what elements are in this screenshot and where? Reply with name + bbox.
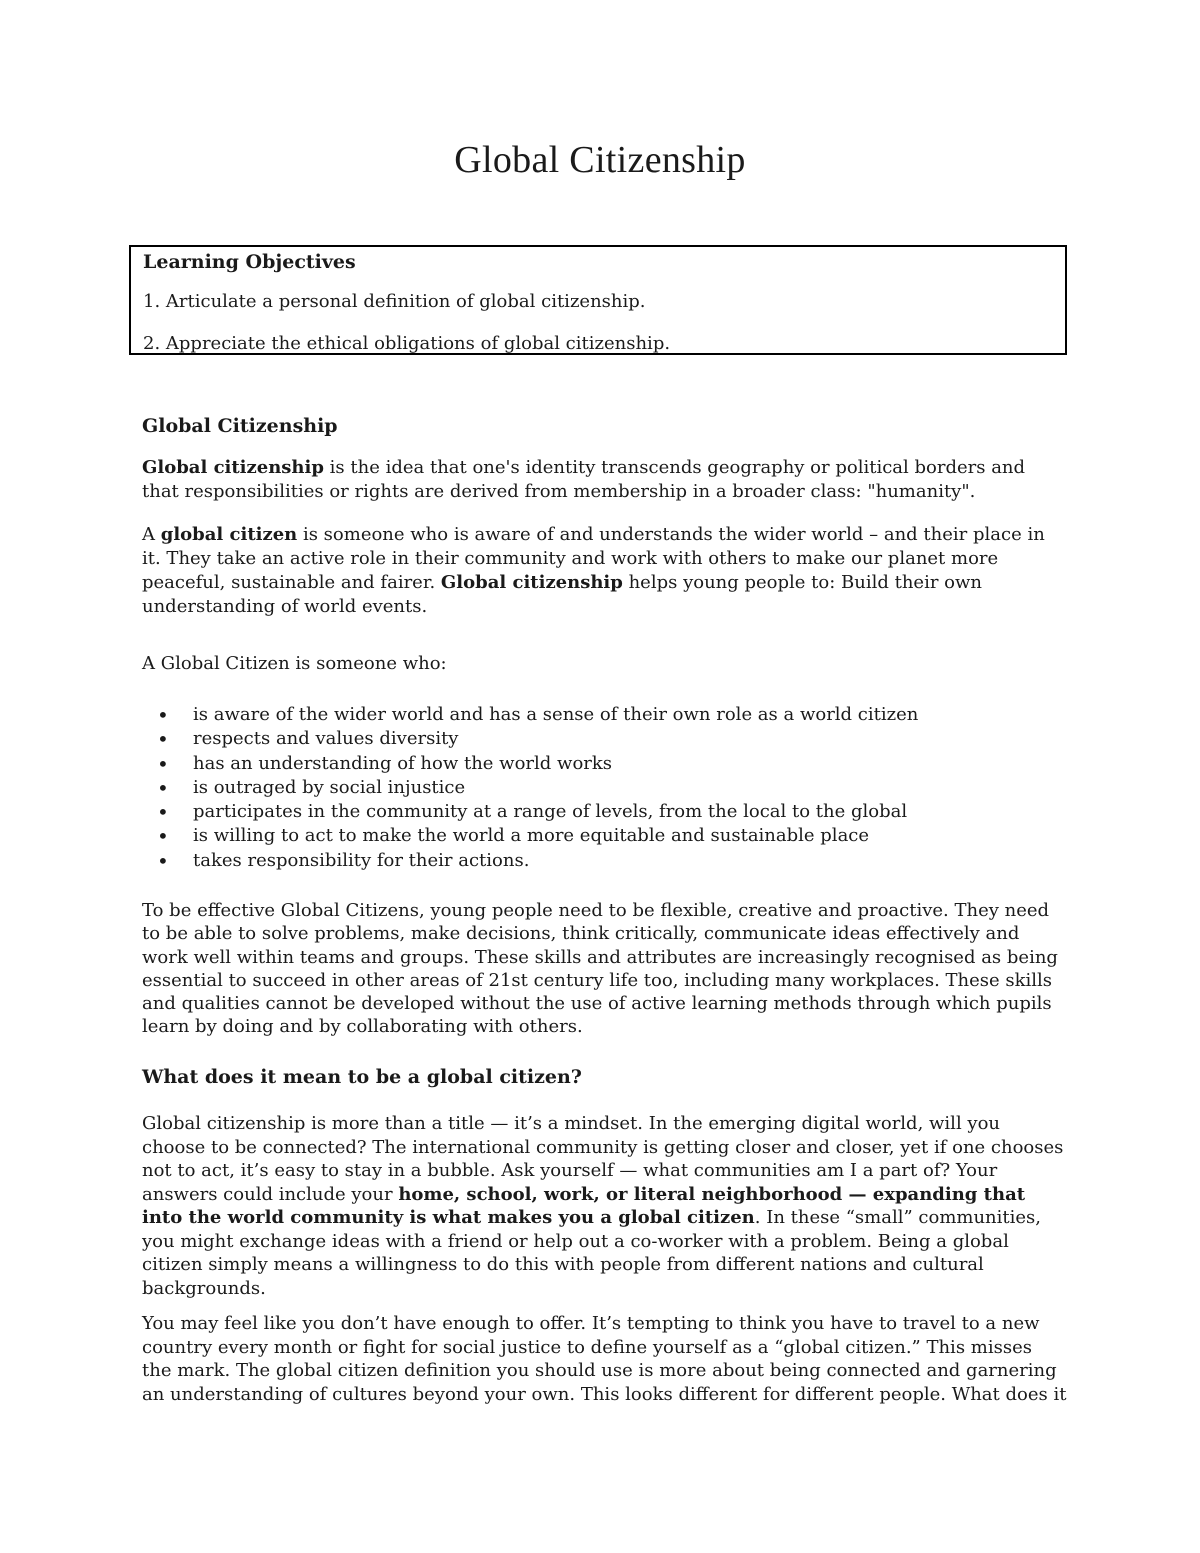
section-heading-global-citizenship: Global Citizenship xyxy=(142,415,338,437)
objective-item-2: 2. Appreciate the ethical obligations of global citizenship. xyxy=(143,333,671,354)
list-item: • respects and values diversity xyxy=(142,727,1042,751)
learning-objectives-box xyxy=(129,245,1067,355)
paragraph-global-citizen xyxy=(142,523,1067,619)
paragraph-text: Global citizenship is more than a title — it’s a mindset. In the emerging digital world, will you choose to be connected? The international community is getting closer and closer, yet if one chooses not to act, it’s easy to stay in a bubble. Ask yourself — what communities am I a part of? Your answers could include your xyxy=(142,1113,1064,1205)
list-item: • is outraged by social injustice xyxy=(142,776,1042,800)
bold-phrase: home, school, work, or literal neighborhood — expanding that into the world community is what makes you a global citizen xyxy=(142,1183,1026,1228)
paragraph-intro: A Global Citizen is someone who: xyxy=(142,653,447,674)
bold-term: Global citizenship xyxy=(440,572,623,593)
list-item: • participates in the community at a range of levels, from the local to the global xyxy=(142,800,1042,824)
paragraph-effective-citizens: To be effective Global Citizens, young people need to be flexible, creative and proactive. They need to be able to solve problems, make decisions, think critically, communicate ideas effectively and work well within teams and groups. These skills and attributes are increasingly recognised as being essential to succeed in other areas of 21st century life too, including many workplaces. These skills and qualities cannot be developed without the use of active learning methods through which pupils learn by doing and by collaborating with others. xyxy=(142,900,1058,1038)
paragraph-mindset xyxy=(142,1112,1067,1300)
bold-term: global citizen xyxy=(160,524,298,545)
learning-objectives-heading: Learning Objectives xyxy=(143,251,356,273)
list-item: • is aware of the wider world and has a sense of their own role as a world citizen xyxy=(142,703,1042,727)
paragraph-text: A xyxy=(142,524,161,545)
global-citizen-traits-list xyxy=(142,703,1042,873)
list-item: • takes responsibility for their actions. xyxy=(142,849,1042,873)
list-item: • has an understanding of how the world works xyxy=(142,752,1042,776)
bold-term: Global citizenship xyxy=(142,457,324,478)
paragraph-enough-to-offer: You may feel like you don’t have enough to offer. It’s tempting to think you have to travel to a new country every month or fight for social justice to define yourself as a “global citizen.” This misses the mark. The global citizen definition you should use is more about being connected and garnering an understanding of cultures beyond your own. This looks different for different people. What does it xyxy=(142,1313,1067,1405)
paragraph-definition xyxy=(142,456,1067,504)
paragraph-text: is the idea that one's identity transcends geography or political borders and that responsibilities or rights are derived from membership in a broader class: "humanity". xyxy=(142,457,1026,502)
page-title: Global Citizenship xyxy=(454,139,746,181)
paragraph-text: helps young people to: Build their own understanding of world events. xyxy=(142,572,982,617)
section-heading-what-does-it-mean: What does it mean to be a global citizen? xyxy=(142,1066,582,1088)
paragraph-text: . In these “small” communities, you might exchange ideas with a friend or help out a co-worker with a problem. Being a global citizen simply means a willingness to do this with people from different nations and cultural backgrounds. xyxy=(142,1207,1041,1299)
objective-item-1: 1. Articulate a personal definition of global citizenship. xyxy=(143,291,646,312)
list-item: • is willing to act to make the world a more equitable and sustainable place xyxy=(142,824,1042,848)
paragraph-text: is someone who is aware of and understands the wider world – and their place in it. They take an active role in their community and work with others to make our planet more peaceful, sustainable and fairer. xyxy=(142,524,1045,593)
